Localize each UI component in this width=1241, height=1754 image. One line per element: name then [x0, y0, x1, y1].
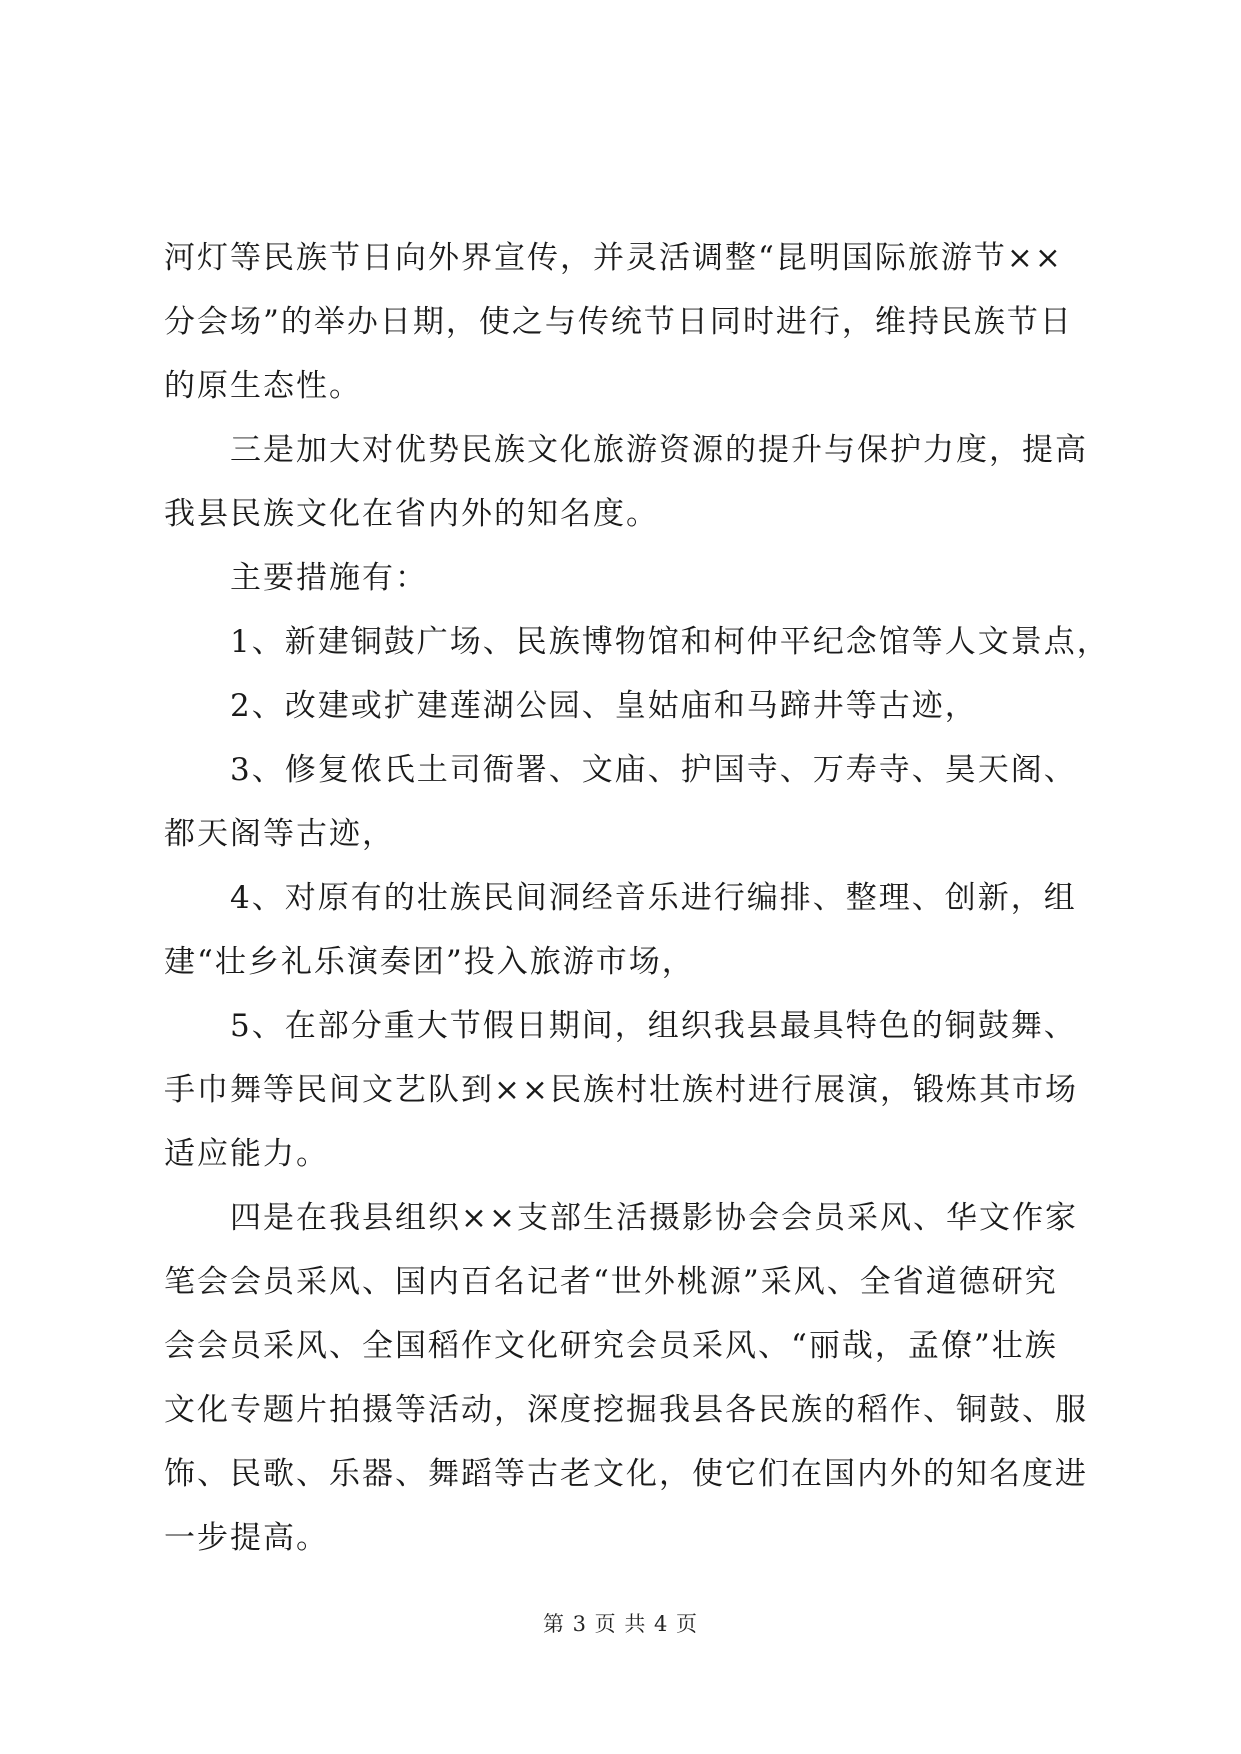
text-line: 四是在我县组织××支部生活摄影协会会员采风、华文作家 — [230, 1200, 1078, 1236]
text-line: 2、改建或扩建莲湖公园、皇姑庙和马蹄井等古迹， — [230, 688, 978, 724]
text-line: 文化专题片拍摄等活动，深度挖掘我县各民族的稻作、铜鼓、服 — [164, 1392, 1088, 1428]
text-line: 笔会会员采风、国内百名记者“世外桃源”采风、全省道德研究 — [164, 1264, 1058, 1300]
text-line: 5、在部分重大节假日期间，组织我县最具特色的铜鼓舞、 — [230, 1008, 1077, 1044]
text-line: 分会场”的举办日期，使之与传统节日同时进行，维持民族节日 — [164, 304, 1073, 340]
text-line: 我县民族文化在省内外的知名度。 — [164, 496, 659, 532]
page-number-footer: 第 3 页 共 4 页 — [542, 1612, 699, 1636]
text-line: 一步提高。 — [164, 1520, 329, 1556]
text-line: 会会员采风、全国稻作文化研究会员采风、“丽哉，孟僚”壮族 — [164, 1328, 1058, 1364]
text-line: 河灯等民族节日向外界宣传，并灵活调整“昆明国际旅游节×× — [164, 240, 1063, 276]
text-line: 都天阁等古迹， — [164, 816, 395, 852]
text-line: 4、对原有的壮族民间洞经音乐进行编排、整理、创新，组 — [230, 880, 1077, 916]
text-line: 建“壮乡礼乐演奏团”投入旅游市场， — [164, 944, 695, 980]
text-line: 的原生态性。 — [164, 368, 362, 404]
text-line: 3、修复侬氏土司衙署、文庙、护国寺、万寿寺、昊天阁、 — [230, 752, 1077, 788]
text-line: 1、新建铜鼓广场、民族博物馆和柯仲平纪念馆等人文景点， — [230, 624, 1110, 660]
text-line: 主要措施有： — [230, 560, 428, 596]
text-line: 饰、民歌、乐器、舞蹈等古老文化，使它们在国内外的知名度进 — [164, 1456, 1088, 1492]
document-body — [164, 226, 1110, 1570]
text-line: 三是加大对优势民族文化旅游资源的提升与保护力度，提高 — [230, 432, 1088, 468]
text-line: 适应能力。 — [164, 1136, 329, 1172]
text-line: 手巾舞等民间文艺队到××民族村壮族村进行展演，锻炼其市场 — [164, 1072, 1078, 1108]
